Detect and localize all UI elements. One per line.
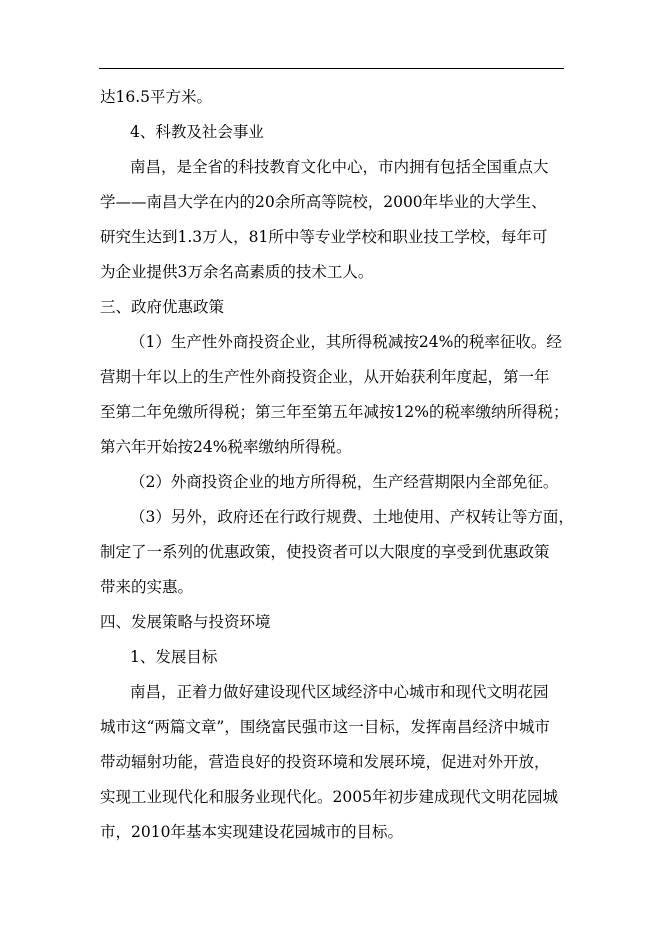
text-line: 研究生达到1.3万人，81所中等专业学校和职业技工学校，每年可 [100, 228, 548, 246]
text-line: 达16.5平方米。 [100, 88, 213, 106]
text-line: 南昌，是全省的科技教育文化中心，市内拥有包括全国重点大 [130, 158, 549, 176]
text-line: 营期十年以上的生产性外商投资企业，从开始获利年度起，第一年 [100, 368, 550, 386]
text-line: 至第二年免缴所得税；第三年至第五年减按12%的税率缴纳所得税； [100, 403, 569, 421]
text-line: （2）外商投资企业的地方所得税，生产经营期限内全部免征。 [130, 473, 559, 491]
section-heading: 三、政府优惠政策 [100, 298, 225, 316]
text-line: 制定了一系列的优惠政策，使投资者可以大限度的享受到优惠政策 [100, 543, 550, 561]
text-line: （1）生产性外商投资企业，其所得税减按24%的税率征收。经 [130, 333, 562, 351]
text-line: 南昌，正着力做好建设现代区域经济中心城市和现代文明花园 [130, 683, 549, 701]
text-line: （3）另外，政府还在行政行规费、土地使用、产权转让等方面， [130, 508, 574, 526]
text-line: 带动辐射功能，营造良好的投资环境和发展环境，促进对外开放， [100, 753, 550, 771]
section-heading: 四、发展策略与投资环境 [100, 613, 271, 631]
text-line: 城市这“两篇文章”，围绕富民强市这一目标，发挥南昌经济中城市 [100, 718, 550, 736]
text-line: 第六年开始按24%税率缴纳所得税。 [100, 438, 352, 456]
text-line: 市，2010年基本实现建设花园城市的目标。 [100, 823, 403, 841]
text-line: 学——南昌大学在内的20余所高等院校，2000年毕业的大学生、 [100, 193, 547, 211]
header-rule [99, 68, 564, 69]
section-heading: 1、发展目标 [130, 648, 218, 666]
section-heading: 4、科教及社会事业 [130, 123, 264, 141]
text-line: 带来的实惠。 [100, 578, 194, 596]
text-line: 实现工业现代化和服务业现代化。2005年初步建成现代文明花园城 [100, 788, 558, 806]
text-line: 为企业提供3万余名高素质的技术工人。 [100, 263, 374, 281]
